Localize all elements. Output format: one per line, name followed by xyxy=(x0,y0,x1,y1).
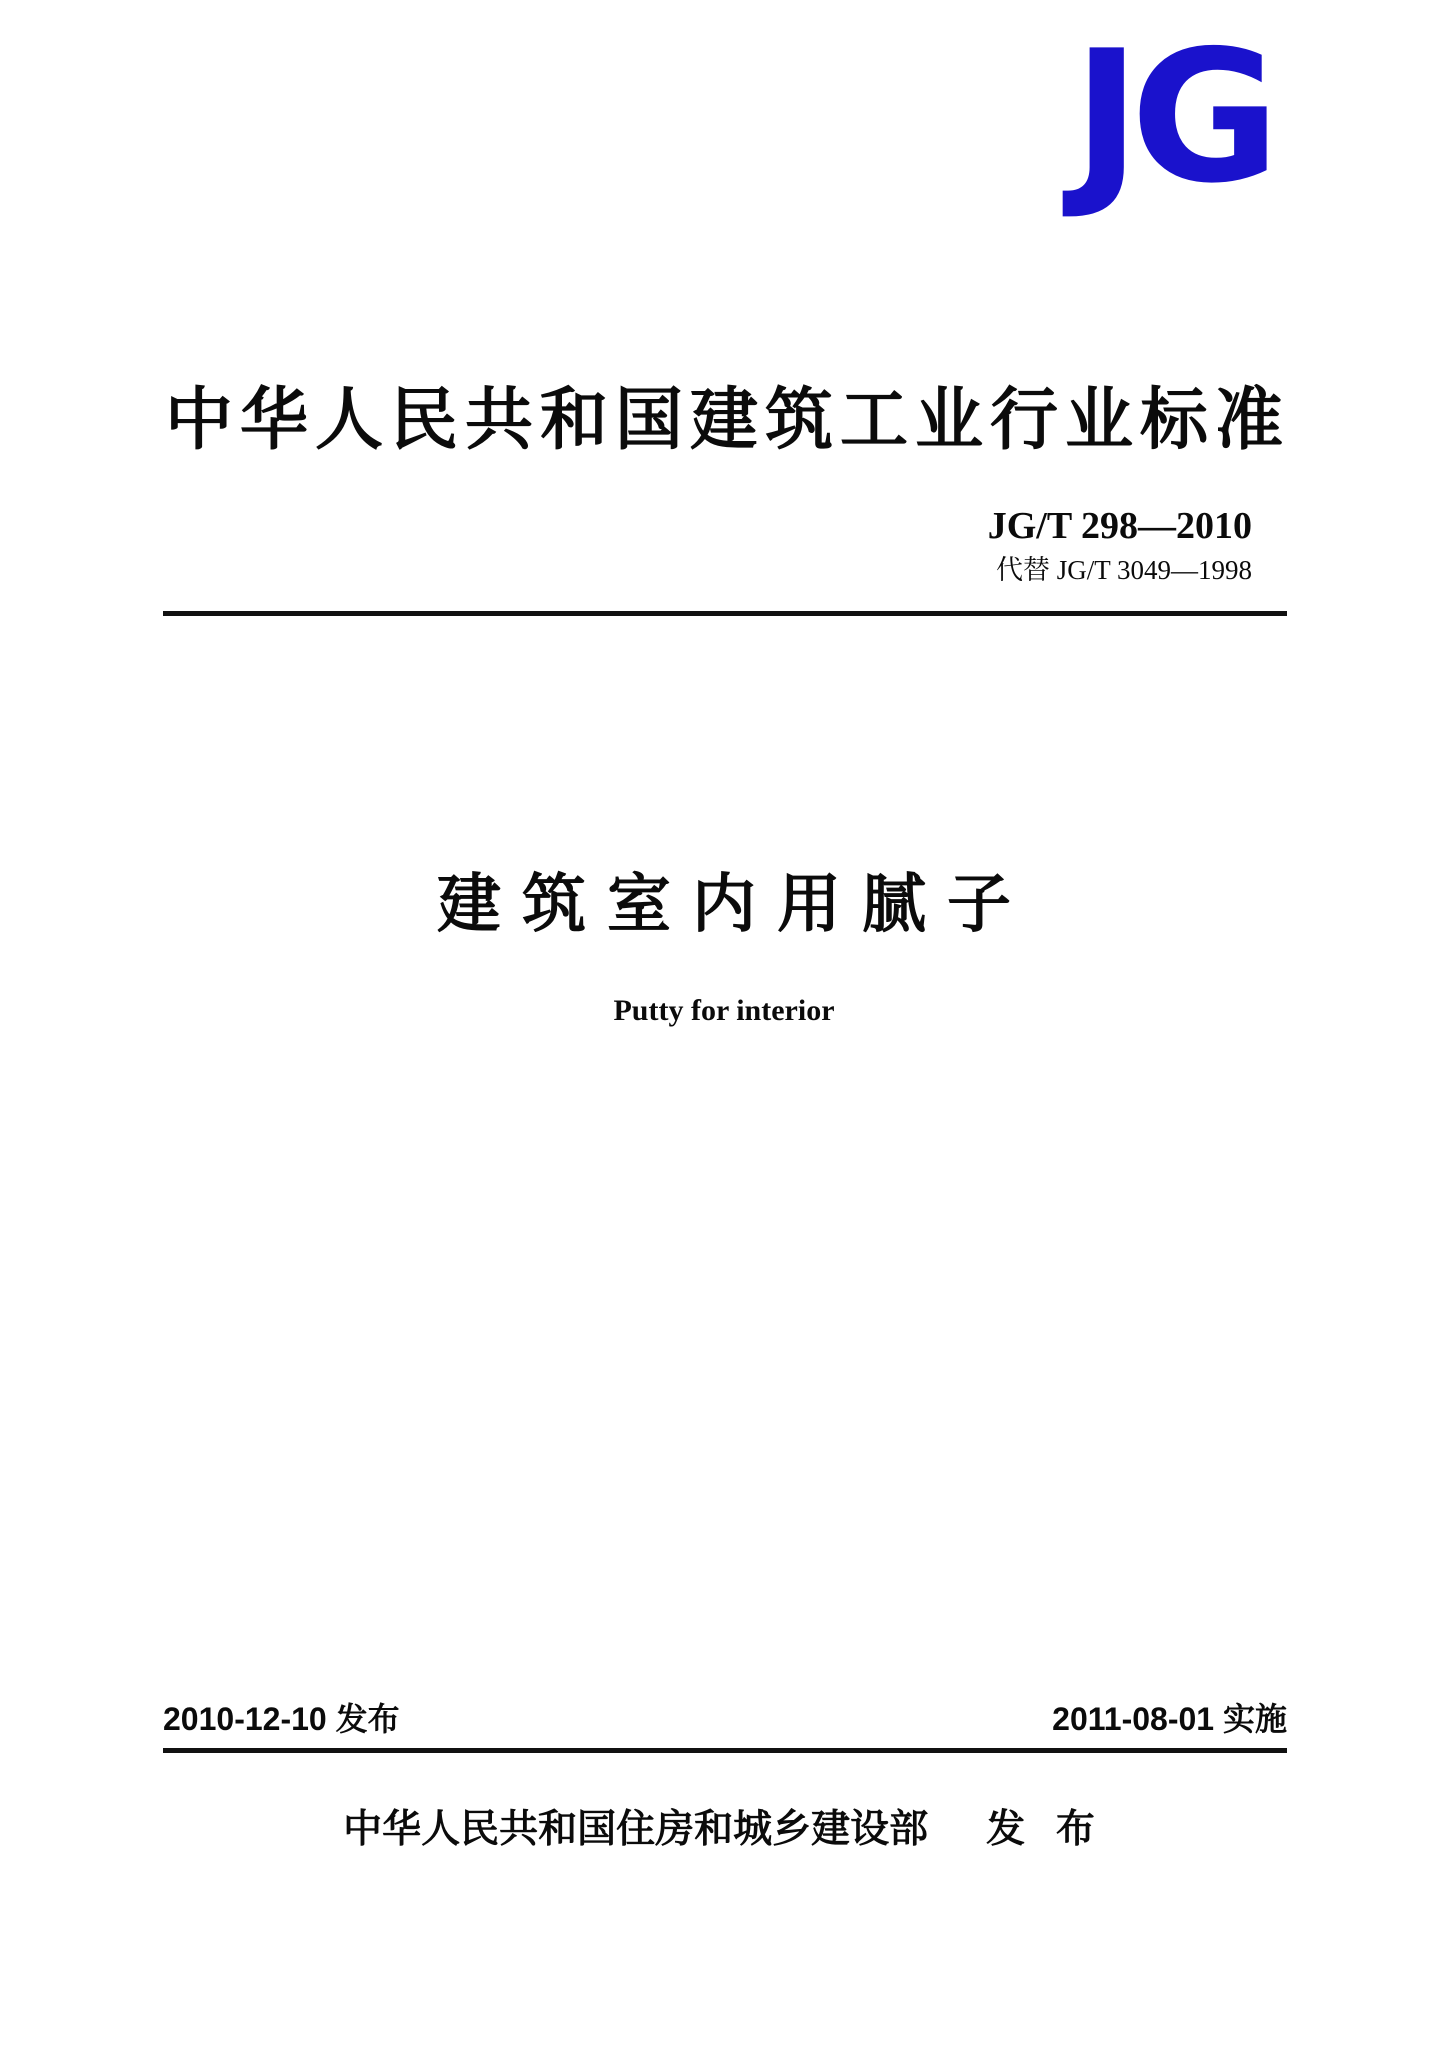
issue-date: 2010-12-10 发布 xyxy=(163,1701,400,1737)
top-divider xyxy=(163,611,1287,616)
document-title-english: Putty for interior xyxy=(613,994,835,1027)
bottom-divider xyxy=(163,1748,1287,1753)
publisher-name: 中华人民共和国住房和城乡建设部 xyxy=(343,1808,929,1851)
org-title: 中华人民共和国建筑工业行业标准 xyxy=(164,382,1290,458)
standard-code-block xyxy=(988,506,1252,585)
publisher-row xyxy=(0,1810,1448,1849)
standard-code: JG/T 298—2010 xyxy=(987,505,1252,547)
publish-label: 发 布 xyxy=(986,1808,1105,1851)
document-title-chinese: 建筑室内用腻子 xyxy=(437,868,1032,940)
dates-row xyxy=(163,1703,1287,1735)
jg-logo: JG xyxy=(1072,11,1270,223)
replaces-note: 代替 JG/T 3049—1998 xyxy=(995,554,1252,585)
implement-date: 2011-08-01 实施 xyxy=(1052,1701,1287,1737)
